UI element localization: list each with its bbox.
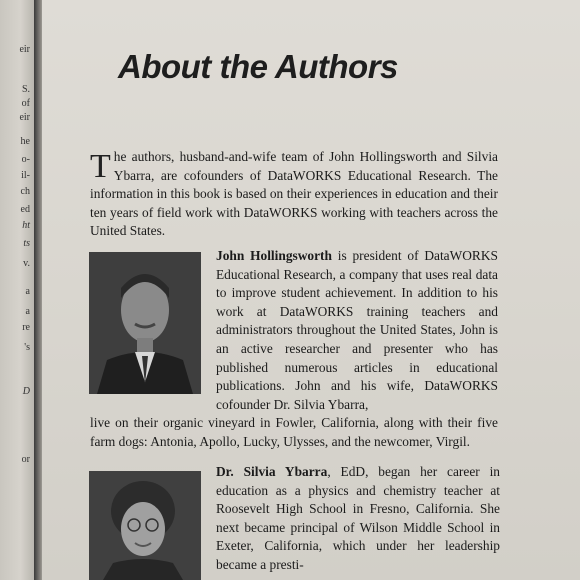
author1-bio (216, 247, 498, 414)
left-page-fragment: of (21, 98, 30, 109)
left-page-fragment: a (25, 306, 30, 317)
intro-paragraph (90, 148, 498, 241)
left-page-fragment: eir (19, 44, 30, 55)
author1-photo (89, 252, 201, 394)
left-page-fragment: ht (22, 220, 30, 231)
author2-portrait-icon (89, 471, 201, 580)
left-page-fragment: il- (21, 170, 30, 181)
left-page-fragment: ed (20, 204, 30, 215)
left-page-fragment: re (22, 322, 30, 333)
left-page-fragment: eir (19, 112, 30, 123)
author1-bio-continued: live on their organic vineyard in Fowler, California, along with their five farm dogs: Antonia, Apollo, Lucky, Ulysses, and the newcomer, Virgil. (90, 415, 498, 449)
left-page-fragment: he (20, 136, 30, 147)
author2-photo (89, 471, 201, 580)
drop-cap: T (90, 148, 111, 185)
intro-text: he authors, husband-and-wife team of John Hollingsworth and Silvia Ybarra, are cofounders of DataWORKS Educational Research. The information in this book is based on their experiences in education and their ten years of field work with DataWORKS working with teachers across the United States. (90, 149, 498, 239)
author1-bio-text: is president of DataWORKS Educational Research, a company that uses real data to improve student achievement. In addition to his work at DataWORKS training teachers and administrators throughout the United States, John is an active researcher and presenter who has published numerous articles in educational publications. John and his wife, DataWORKS cofounder Dr. Silvia Ybarra, (216, 248, 498, 412)
left-page-fragment: v. (23, 258, 30, 269)
left-page-fragment: D (22, 386, 30, 397)
left-page-edge (0, 0, 34, 580)
author1-name: John Hollingsworth (216, 248, 332, 263)
author1-portrait-icon (89, 252, 201, 394)
left-page-fragment: S. (21, 84, 30, 95)
author2-name: Dr. Silvia Ybarra (216, 464, 328, 479)
author2-bio (216, 463, 500, 575)
left-page-fragment: o- (21, 154, 30, 165)
page-title: About the Authors (118, 48, 398, 85)
left-page-fragment: a (25, 286, 30, 297)
left-page-fragment: ts (23, 238, 30, 249)
left-page-fragment: ch (20, 186, 30, 197)
left-page-fragment: 's (24, 342, 30, 353)
author2-bio-text: , EdD, began her career in education as a physics and chemistry teacher at Roosevelt High School in Fresno, California. She next became principal of Wilson Middle School in Exeter, California, which under her leadership became a presti- (216, 464, 500, 572)
left-page-fragment: or (21, 454, 30, 465)
